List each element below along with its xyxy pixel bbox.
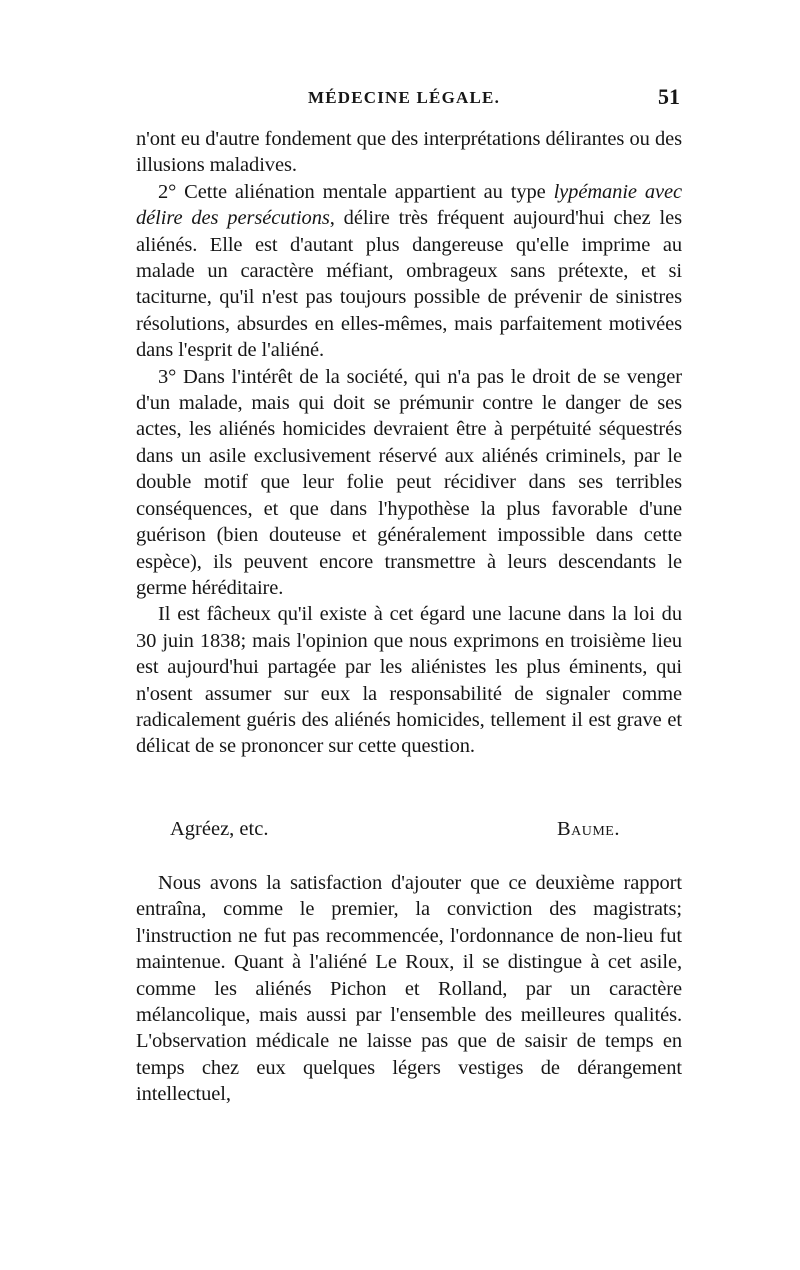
paragraph-law-note: Il est fâcheux qu'il existe à cet égard une lacune dans la loi du 30 juin 1838; mais l'opinion que nous exprimons en troisième lieu est aujourd'hui partagée par les aliénistes les plus éminents, qui n'osent assumer sur eux la responsabilité de signaler comme radicalement guéris des aliénés homicides, tellement il est grave et délicat de se prononcer sur cette question.: [136, 603, 682, 758]
continuation-text: [136, 870, 682, 1108]
diagnosis-emphasis: lypémanie avec délire des persécutions: [136, 180, 683, 230]
paragraph-point-2: [136, 179, 682, 364]
signatory-name: Baume.: [556, 818, 620, 840]
main-text: [136, 126, 682, 760]
paragraph-point-3: 3° Dans l'intérêt de la société, qui n'a pas le droit de se venger d'un malade, mais qui doit se prémunir contre le danger de ses actes, les aliénés homicides devraient être à perpétuité séquestrés dans un asile exclusivement réservé aux aliénés criminels, par le double motif que leur folie peut récidiver dans ses terribles conséquences, et que dans l'hypothèse la plus favorable d'une guérison (bien douteuse et généralement impossible dans cette espèce), ils peuvent encore transmettre à leurs descendants le germe héréditaire.: [136, 365, 682, 599]
paragraph-point-2-end: , délire très fréquent aujourd'hui chez les aliénés. Elle est d'autant plus dangereuse qu'elle imprime au malade un caractère méfiant, ombrageux sans prétexte, et si taciturne, qu'il n'est pas toujours possible de prévenir de sinistres résolutions, absurdes en elles-mêmes, mais parfaitement motivées dans l'esprit de l'aliéné.: [136, 207, 682, 362]
page-number: 51: [658, 84, 680, 109]
running-title: MÉDECINE LÉGALE.: [307, 88, 501, 107]
page-header: [128, 84, 680, 118]
paragraph-conclusion: Nous avons la satisfaction d'ajouter que ce deuxième rapport entraîna, comme le premier, la conviction des magistrats; l'instruction ne fut pas recommencée, l'ordonnance de non-lieu fut maintenue. Quant à l'aliéné Le Roux, il se distingue à cet asile, comme les aliénés Pichon et Rolland, par un caractère mélancolique, mais aussi par l'ensemble des meilleures qualités. L'observation médicale ne laisse pas que de saisir de temps en temps chez eux quelques légers vestiges de dérangement intellectuel,: [136, 872, 682, 1106]
closing-formula: Agréez, etc.: [170, 818, 269, 840]
letter-signature: [170, 816, 620, 844]
paragraph-point-2-start: 2° Cette aliénation mentale appartient au type: [158, 180, 554, 203]
paragraph-continued: n'ont eu d'autre fondement que des interprétations délirantes ou des illusions maladives.: [136, 128, 682, 177]
